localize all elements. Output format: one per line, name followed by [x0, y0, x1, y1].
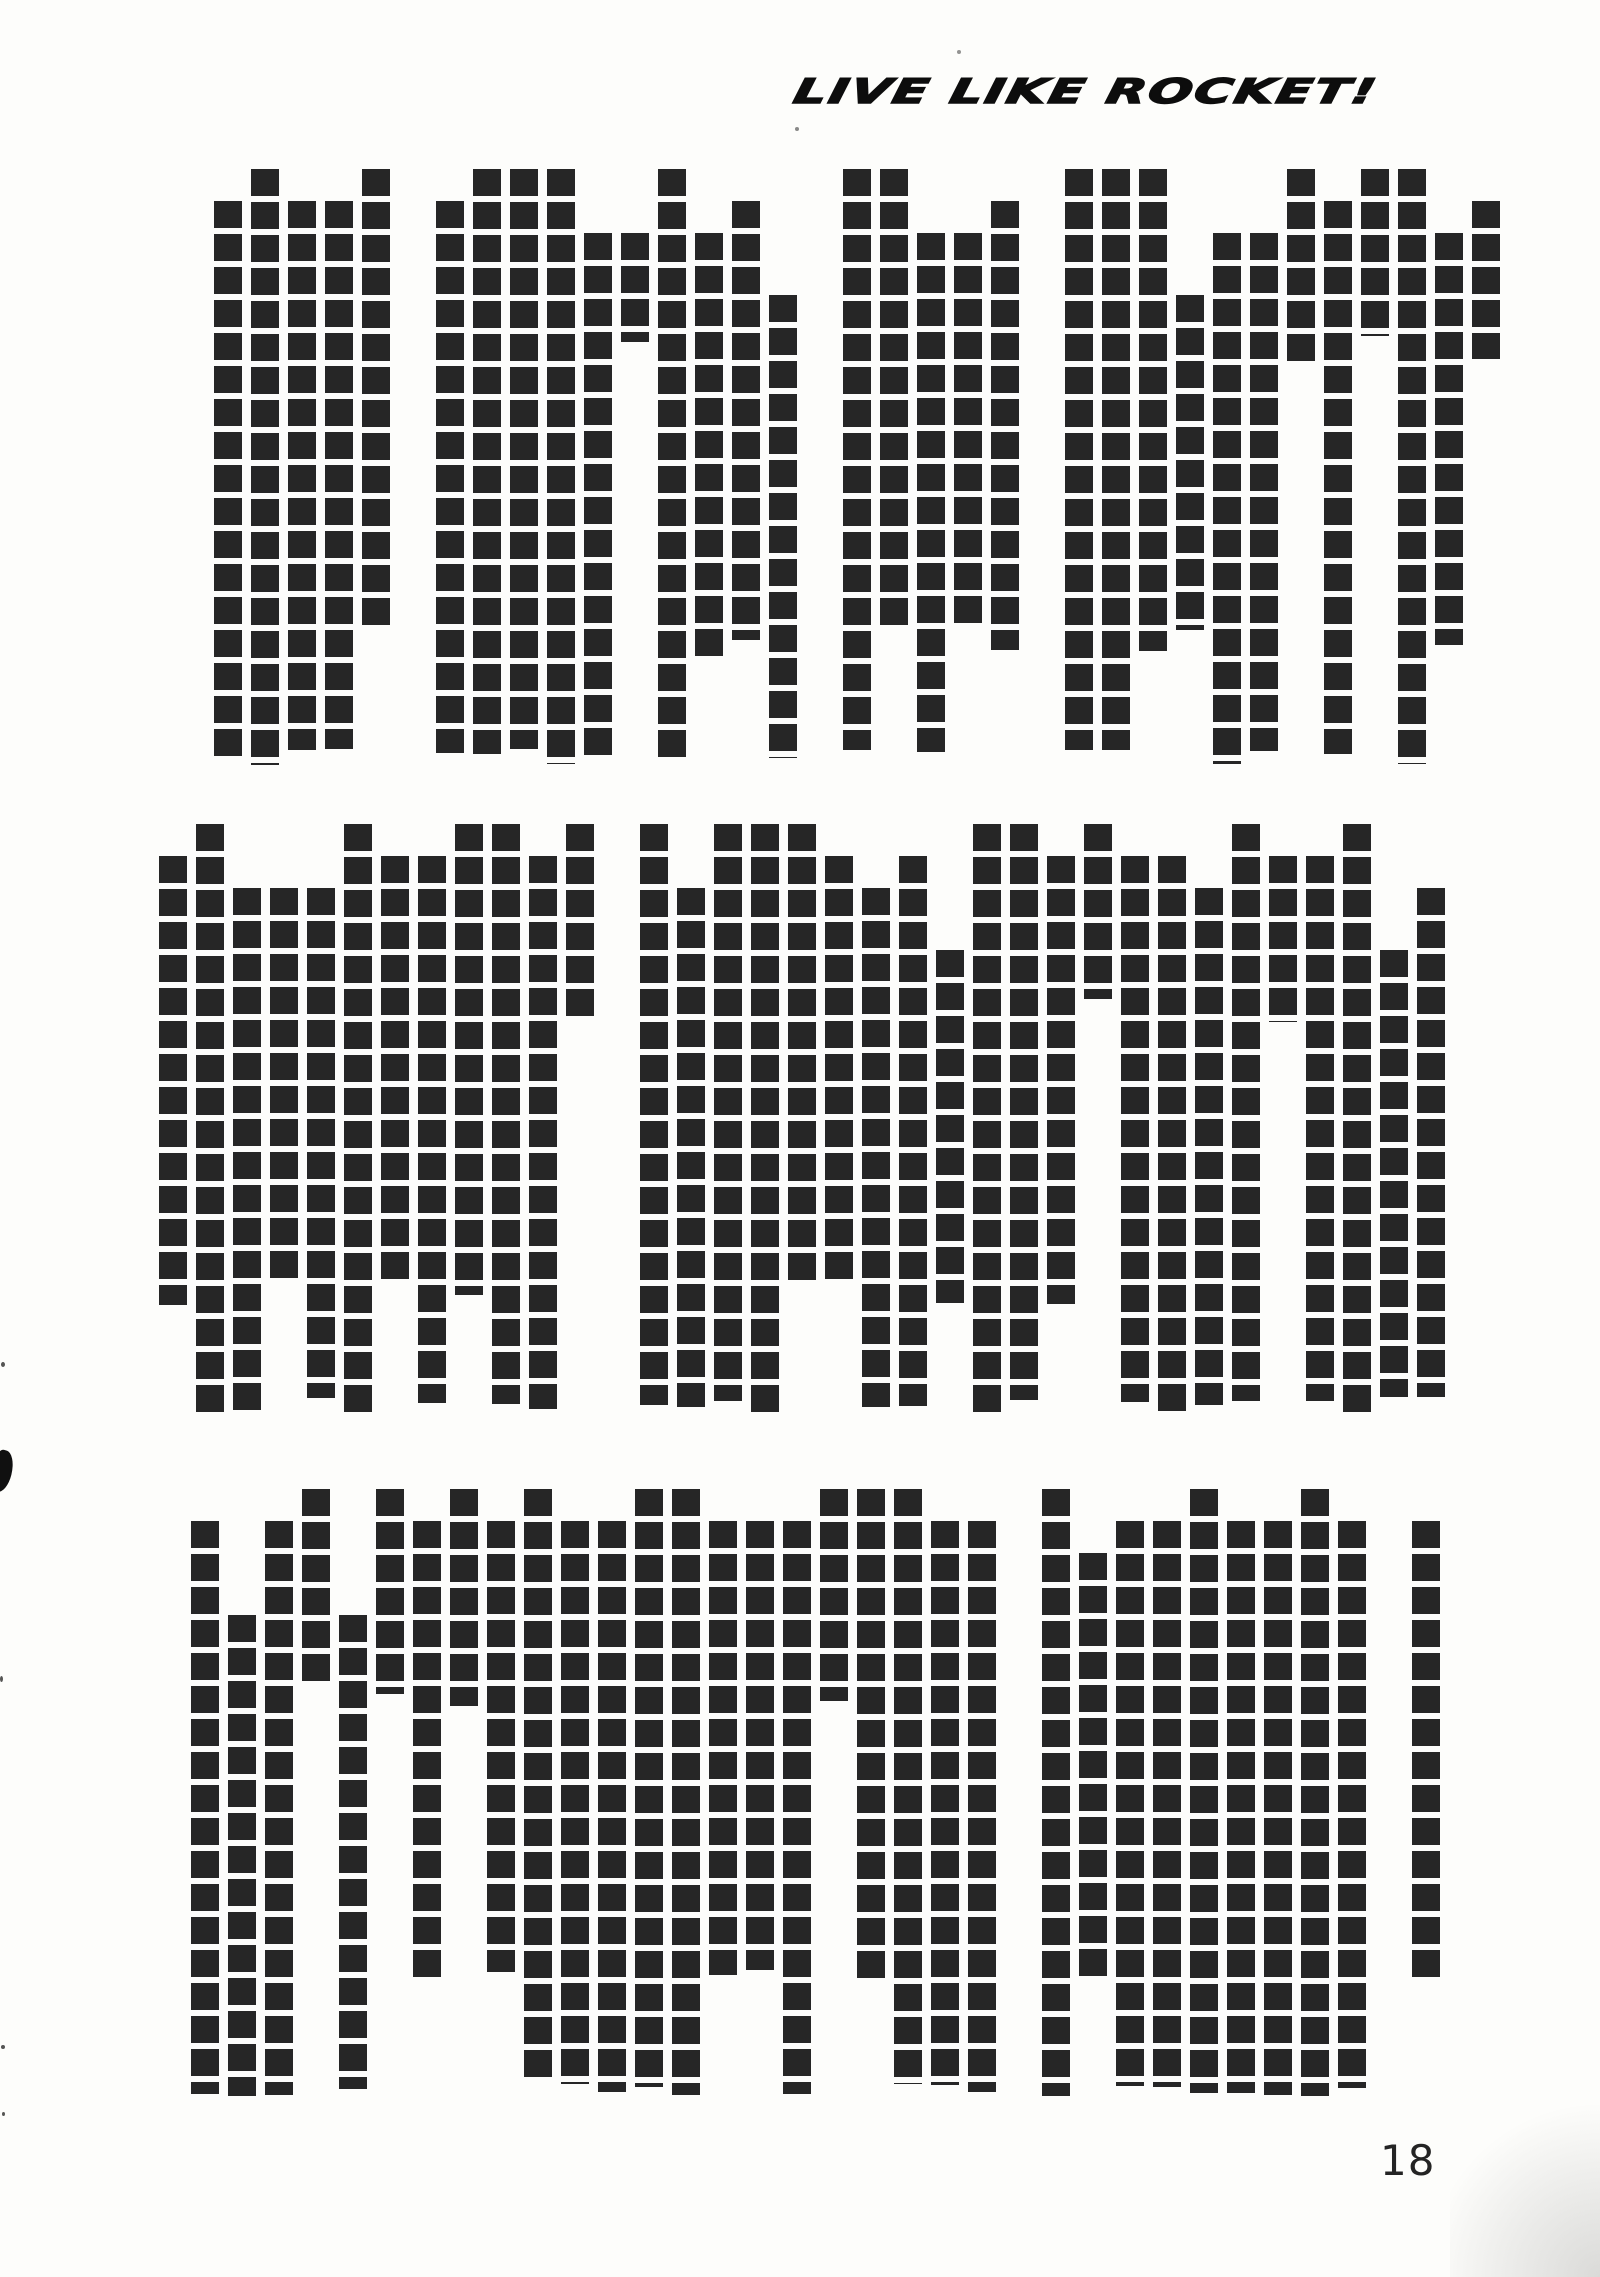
redacted-text-column	[1306, 856, 1334, 1401]
redacted-text-column	[899, 856, 927, 1406]
redacted-text-column	[1343, 824, 1371, 1412]
redacted-text-column	[1010, 824, 1038, 1400]
redacted-text-column	[436, 201, 464, 753]
redacted-text-column	[307, 888, 335, 1398]
page-number: 18	[1380, 2136, 1436, 2185]
redacted-text-column	[1213, 233, 1241, 764]
redacted-text-column	[862, 888, 890, 1407]
scan-artifact-blob	[0, 1448, 17, 1494]
redacted-text-column	[658, 169, 686, 757]
redacted-text-column	[714, 824, 742, 1401]
redacted-text-column	[820, 1489, 848, 1701]
redacted-text-column	[783, 1521, 811, 2094]
redacted-text-column	[191, 1521, 219, 2094]
redacted-text-column	[450, 1489, 478, 1706]
redacted-text-column	[288, 201, 316, 750]
redacted-text-column	[603, 820, 631, 1415]
redacted-text-column	[598, 1521, 626, 2092]
redacted-text-column	[1227, 1521, 1255, 2093]
redacted-text-column	[344, 824, 372, 1413]
redacted-text-column	[788, 824, 816, 1286]
logo-title: LIVE LIKE ROCKET!	[790, 71, 1382, 111]
redacted-text-column	[561, 1521, 589, 2084]
redacted-text-column	[1158, 856, 1186, 1413]
redacted-text-column	[492, 824, 520, 1404]
redacted-text-column	[251, 169, 279, 765]
redacted-text-column	[1079, 1553, 1107, 1980]
redacted-text-column	[1264, 1521, 1292, 2095]
redacted-text-column	[510, 169, 538, 749]
redacted-text-column	[806, 165, 834, 765]
scan-speck	[957, 50, 961, 54]
redacted-text-column	[1028, 165, 1056, 765]
scan-speck	[795, 127, 799, 131]
redacted-text-column	[214, 201, 242, 756]
redacted-text-column	[954, 233, 982, 629]
redacted-text-column	[1232, 824, 1260, 1401]
redacted-text-column	[1338, 1521, 1366, 2088]
scan-speck	[1, 1362, 5, 1367]
redacted-text-column	[751, 824, 779, 1414]
redacted-text-column	[566, 824, 594, 1020]
redacted-text-column	[1047, 856, 1075, 1304]
redacted-text-column	[732, 201, 760, 640]
redacted-text-column	[746, 1521, 774, 1970]
redacted-text-column	[1190, 1489, 1218, 2093]
text-band-1	[170, 165, 1500, 765]
redacted-text-column	[1324, 201, 1352, 754]
redacted-text-column	[1195, 888, 1223, 1405]
redacted-text-column	[1084, 824, 1112, 999]
redacted-text-column	[709, 1521, 737, 1975]
redacted-text-column	[584, 233, 612, 758]
redacted-text-column	[672, 1489, 700, 2095]
redacted-text-column	[159, 856, 187, 1305]
redacted-text-column	[973, 824, 1001, 1412]
redacted-text-column	[936, 950, 964, 1303]
redacted-text-column	[621, 233, 649, 342]
redacted-text-column	[1412, 1521, 1440, 1981]
redacted-text-column	[1417, 888, 1445, 1397]
redacted-text-column	[362, 169, 390, 627]
redacted-text-column	[196, 824, 224, 1414]
redacted-text-column	[640, 824, 668, 1405]
redacted-text-column	[1380, 950, 1408, 1397]
redacted-text-column	[825, 856, 853, 1285]
redacted-text-column	[857, 1489, 885, 1984]
redacted-text-column	[843, 169, 871, 750]
redacted-text-column	[1065, 169, 1093, 750]
redacted-text-column	[1250, 233, 1278, 751]
redacted-text-column	[228, 1615, 256, 2096]
redacted-text-column	[302, 1489, 330, 1683]
redacted-text-column	[413, 1521, 441, 1981]
redacted-text-column	[547, 169, 575, 764]
redacted-text-column	[1361, 169, 1389, 336]
redacted-text-column	[635, 1489, 663, 2087]
redacted-text-column	[1435, 233, 1463, 645]
redacted-text-column	[1042, 1489, 1070, 2096]
scan-speck	[1, 2045, 5, 2049]
redacted-text-column	[917, 233, 945, 752]
redacted-text-column	[487, 1521, 515, 1972]
text-band-2	[155, 820, 1445, 1415]
redacted-text-column	[1269, 856, 1297, 1022]
redacted-text-column	[1301, 1489, 1329, 2096]
redacted-text-column	[339, 1615, 367, 2089]
redacted-text-column	[894, 1489, 922, 2084]
redacted-text-column	[1287, 169, 1315, 363]
text-band-3	[165, 1485, 1440, 2097]
scan-speck	[0, 1676, 3, 1682]
redacted-text-column	[1375, 1485, 1403, 2097]
redacted-text-column	[880, 169, 908, 625]
redacted-text-column	[325, 201, 353, 749]
redacted-text-column	[473, 169, 501, 754]
redacted-text-column	[1176, 295, 1204, 630]
scan-speck	[2, 2112, 5, 2116]
redacted-text-column	[1398, 169, 1426, 764]
redacted-text-column	[455, 824, 483, 1295]
redacted-text-column	[677, 888, 705, 1407]
redacted-text-column	[1116, 1521, 1144, 2086]
redacted-text-column	[399, 165, 427, 765]
redacted-text-column	[991, 201, 1019, 650]
redacted-text-column	[270, 888, 298, 1278]
scan-shadow	[1450, 2087, 1600, 2277]
redacted-text-column	[233, 888, 261, 1414]
redacted-text-column	[1139, 169, 1167, 651]
redacted-text-column	[1005, 1485, 1033, 2097]
redacted-text-column	[931, 1521, 959, 2085]
redacted-text-column	[265, 1521, 293, 2095]
redacted-text-column	[529, 856, 557, 1409]
redacted-text-column	[376, 1489, 404, 1694]
redacted-text-column	[1121, 856, 1149, 1402]
redacted-text-column	[381, 856, 409, 1282]
redacted-text-column	[1153, 1521, 1181, 2087]
redacted-text-column	[1102, 169, 1130, 750]
redacted-text-column	[695, 233, 723, 656]
redacted-text-column	[524, 1489, 552, 2083]
redacted-text-column	[769, 295, 797, 758]
redacted-text-column	[968, 1521, 996, 2092]
redacted-text-column	[1472, 201, 1500, 359]
redacted-text-column	[418, 856, 446, 1403]
